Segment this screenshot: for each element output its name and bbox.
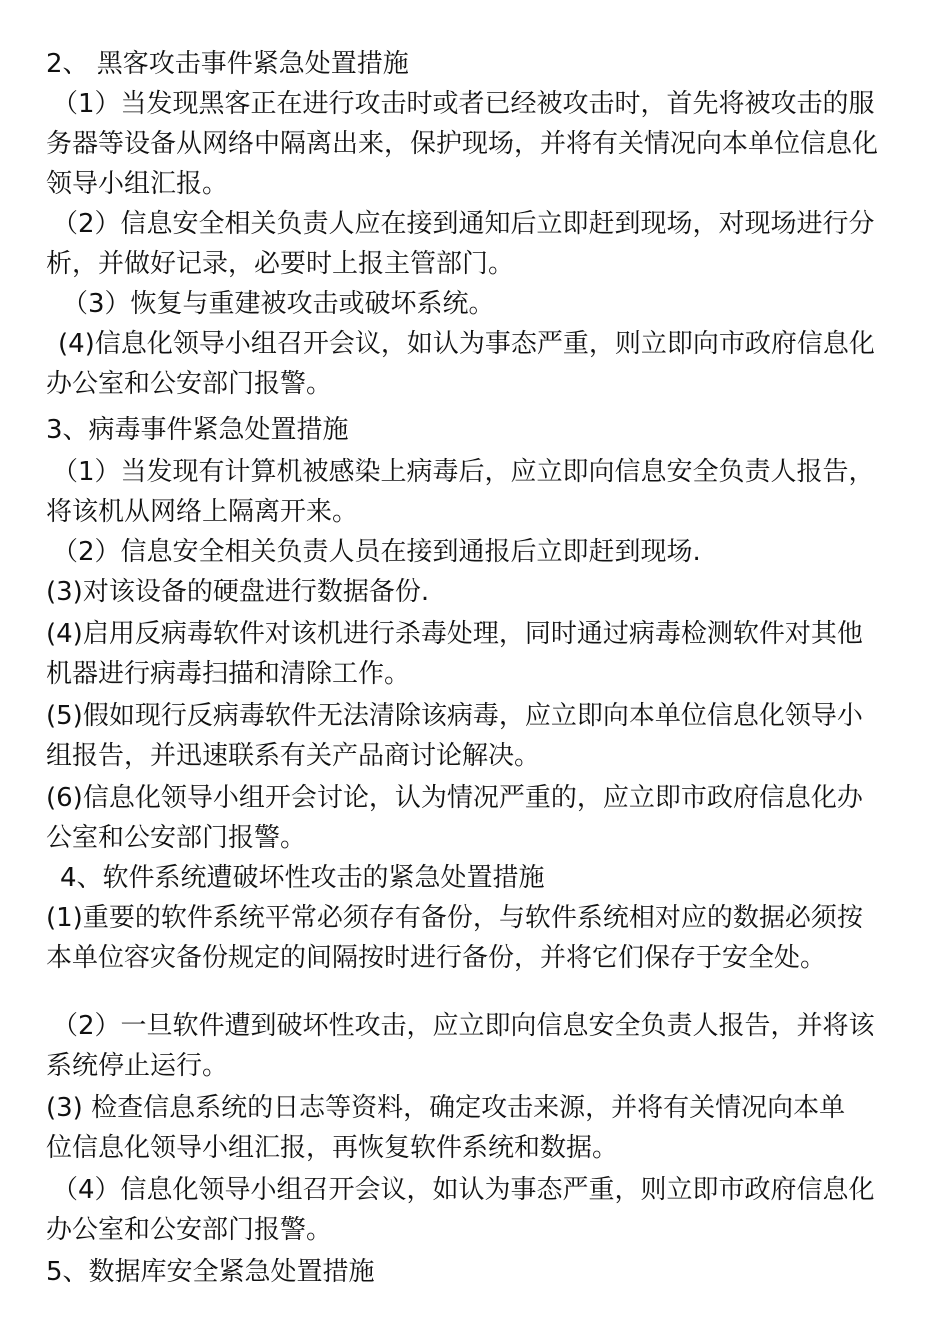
paragraph-line: (3)对该设备的硬盘进行数据备份. bbox=[46, 577, 430, 607]
section-heading-5: 5、数据库安全紧急处置措施 bbox=[46, 1257, 375, 1287]
paragraph-line: 将该机从网络上隔离开来。 bbox=[46, 497, 359, 527]
paragraph-line: (4)信息化领导小组召开会议，如认为事态严重，则立即向市政府信息化 bbox=[58, 329, 875, 359]
paragraph-line: 领导小组汇报。 bbox=[46, 169, 229, 199]
paragraph-line: (6)信息化领导小组开会讨论，认为情况严重的，应立即市政府信息化办 bbox=[46, 783, 863, 813]
paragraph-line: 机器进行病毒扫描和清除工作。 bbox=[46, 659, 411, 689]
paragraph-line: （1）当发现有计算机被感染上病毒后，应立即向信息安全负责人报告， bbox=[52, 457, 875, 487]
paragraph-line: 务器等设备从网络中隔离出来，保护现场，并将有关情况向本单位信息化 bbox=[46, 129, 879, 159]
section-heading-2: 2、 黑客攻击事件紧急处置措施 bbox=[46, 49, 409, 79]
paragraph-line: （1）当发现黑客正在进行攻击时或者已经被攻击时，首先将被攻击的服 bbox=[52, 89, 875, 119]
paragraph-line: （2）一旦软件遭到破坏性攻击，应立即向信息安全负责人报告，并将该 bbox=[52, 1011, 875, 1041]
paragraph-line: (4)启用反病毒软件对该机进行杀毒处理，同时通过病毒检测软件对其他 bbox=[46, 619, 863, 649]
paragraph-line: 本单位容灾备份规定的间隔按时进行备份，并将它们保存于安全处。 bbox=[46, 943, 827, 973]
section-heading-4: 4、软件系统遭破坏性攻击的紧急处置措施 bbox=[60, 863, 545, 893]
paragraph-line: 系统停止运行。 bbox=[46, 1051, 229, 1081]
paragraph-line: （4）信息化领导小组召开会议，如认为事态严重，则立即市政府信息化 bbox=[52, 1175, 875, 1205]
paragraph-line: (5)假如现行反病毒软件无法清除该病毒，应立即向本单位信息化领导小 bbox=[46, 701, 863, 731]
paragraph-line: 办公室和公安部门报警。 bbox=[46, 1215, 333, 1245]
paragraph-line: (1)重要的软件系统平常必须存有备份，与软件系统相对应的数据必须按 bbox=[46, 903, 863, 933]
paragraph-line: 组报告，并迅速联系有关产品商讨论解决。 bbox=[46, 741, 541, 771]
paragraph-line: 位信息化领导小组汇报，再恢复软件系统和数据。 bbox=[46, 1133, 619, 1163]
paragraph-line: 公室和公安部门报警。 bbox=[46, 823, 307, 853]
paragraph-line: （2）信息安全相关负责人应在接到通知后立即赶到现场，对现场进行分 bbox=[52, 209, 875, 239]
section-heading-3: 3、病毒事件紧急处置措施 bbox=[46, 415, 349, 445]
paragraph-line: 办公室和公安部门报警。 bbox=[46, 369, 333, 399]
paragraph-line: 析，并做好记录，必要时上报主管部门。 bbox=[46, 249, 515, 279]
paragraph-line: （2）信息安全相关负责人员在接到通报后立即赶到现场. bbox=[52, 537, 701, 567]
paragraph-line: (3) 检查信息系统的日志等资料，确定攻击来源，并将有关情况向本单 bbox=[46, 1093, 846, 1123]
paragraph-line: （3）恢复与重建被攻击或破坏系统。 bbox=[62, 289, 495, 319]
